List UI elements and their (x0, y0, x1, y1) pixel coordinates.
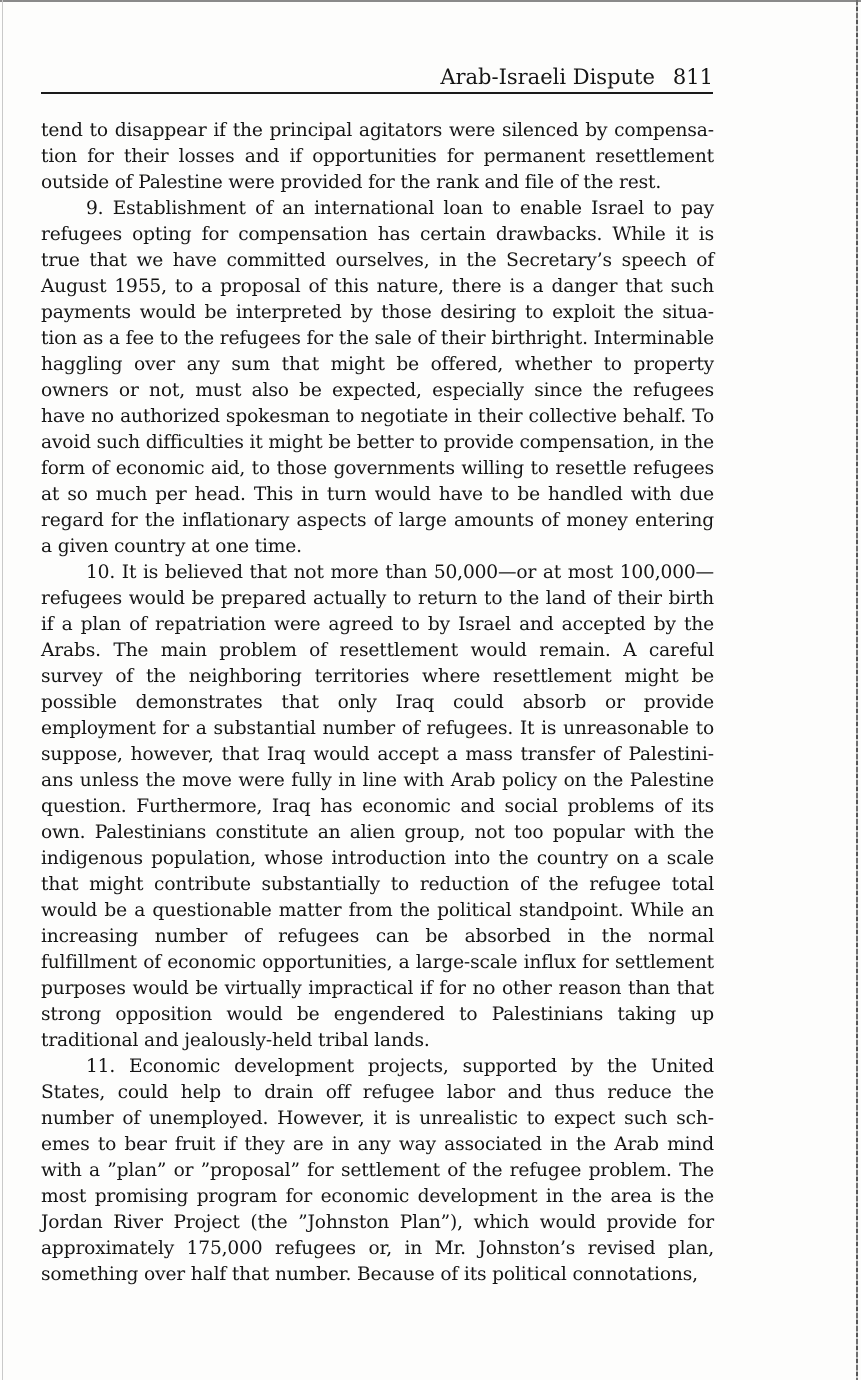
scan-edge-top (0, 0, 861, 2)
running-header (41, 62, 713, 94)
scan-edge-right (856, 0, 858, 1380)
page-number: 811 (672, 65, 713, 89)
paragraph-11: 11. Economic development projects, supported by the United States, could help to drain off refugee labor and thus reduce the number of unemployed. However, it is unrealistic to expect such schemes to bear fruit if they are in any way associated in the Arab mind with a ”plan” or ”proposal” for settlement of the refugee problem. The most promising program for economic development in the area is the Jordan River Project (the ”Johnston Plan”), which would provide for approximately 175,000 refugees or, in Mr. Johnston’s revised plan, something over half that number. Because of its political connotations, (41, 1056, 714, 1285)
scan-edge-left (2, 0, 3, 1380)
running-header-title: Arab-Israeli Dispute (440, 65, 655, 89)
paragraph-9: 9. Establishment of an international loan to enable Israel to pay refugees opting for compensation has certain drawbacks. While it is true that we have committed ourselves, in the Secretary’s speech of August 1955, to a proposal of this nature, there is a danger that such payments would be interpreted by those desiring to exploit the situation as a fee to the refugees for the sale of their birthright. Interminable haggling over any sum that might be offered, whether to property owners or not, must also be expected, especially since the refugees have no authorized spokesman to negotiate in their collective behalf. To avoid such difficulties it might be better to provide compensation, in the form of economic aid, to those governments willing to resettle refugees at so much per head. This in turn would have to be handled with due regard for the inflationary aspects of large amounts of money entering a given country at one time. (41, 198, 714, 557)
body-text (41, 118, 714, 1288)
paragraph-10: 10. It is believed that not more than 50,000—or at most 100,000—refugees would be prepared actually to return to the land of their birth if a plan of repatriation were agreed to by Israel and accepted by the Arabs. The main problem of resettlement would remain. A careful survey of the neighboring territories where resettlement might be possible demonstrates that only Iraq could absorb or provide employment for a substantial number of refugees. It is unreasonable to suppose, however, that Iraq would accept a mass transfer of Palestinians unless the move were fully in line with Arab policy on the Palestine question. Furthermore, Iraq has economic and social problems of its own. Palestinians constitute an alien group, not too popular with the indigenous population, whose introduction into the country on a scale that might contribute substantially to reduction of the refugee total would be a questionable matter from the political standpoint. While an increasing number of refugees can be absorbed in the normal fulfillment of economic opportunities, a large-scale influx for settlement purposes would be virtually impractical if for no other reason than that strong opposition would be engendered to Palestinians taking up traditional and jealously-held tribal lands. (41, 562, 714, 1051)
paragraph-continuation: tend to disappear if the principal agitators were silenced by compensation for their losses and if opportunities for permanent resettlement outside of Palestine were provided for the rank and file of the rest. (41, 120, 714, 193)
